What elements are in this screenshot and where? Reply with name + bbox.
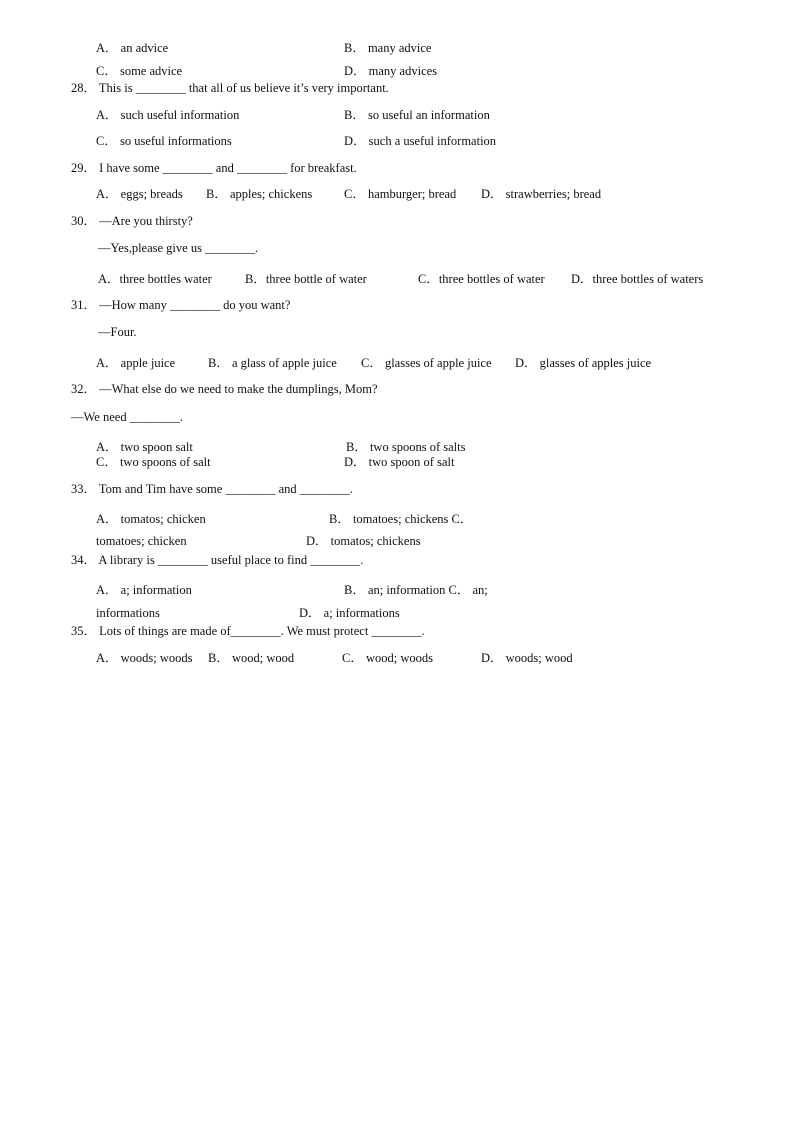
q30-option-c: C．three bottles of water (418, 272, 545, 286)
q31-option-d: D． glasses of apples juice (515, 356, 652, 370)
q32-option-a: A． two spoon salt (96, 440, 193, 454)
q27-option-a: A． an advice (96, 41, 169, 55)
q35-option-c: C． wood; woods (342, 651, 433, 665)
q27-option-c: C． some advice (96, 64, 183, 78)
q31-stem: 31． —How many ________ do you want? (71, 298, 291, 312)
q35-stem: 35． Lots of things are made of________. We must protect ________. (71, 624, 425, 638)
q31-option-c: C． glasses of apple juice (361, 356, 492, 370)
q34-option-d: D． a; informations (299, 606, 400, 620)
q28-option-c: C． so useful informations (96, 134, 232, 148)
q29-option-a: A． eggs; breads (96, 187, 183, 201)
q32-option-c: C． two spoons of salt (96, 455, 211, 469)
q28-option-b: B． so useful an information (344, 108, 490, 122)
q34-option-b: B． an; information C． an; (344, 583, 488, 597)
q33-option-d: D． tomatos; chickens (306, 534, 421, 548)
q31-option-a: A． apple juice (96, 356, 176, 370)
q35-option-d: D． woods; wood (481, 651, 573, 665)
q30-option-d: D．three bottles of waters (571, 272, 704, 286)
q34-stem: 34． A library is ________ useful place to find ________. (71, 553, 364, 567)
q33-option-c: tomatoes; chicken (96, 534, 187, 548)
q28-stem: 28． This is ________ that all of us believe it’s very important. (71, 81, 389, 95)
q28-option-a: A． such useful information (96, 108, 240, 122)
q29-option-c: C． hamburger; bread (344, 187, 457, 201)
q34-option-a: A． a; information (96, 583, 192, 597)
q30-reply: —Yes,please give us ________. (98, 241, 259, 255)
q30-option-b: B．three bottle of water (245, 272, 367, 286)
q32-option-b: B． two spoons of salts (346, 440, 466, 454)
q32-reply: —We need ________. (71, 410, 183, 424)
q29-stem: 29． I have some ________ and ________ for breakfast. (71, 161, 357, 175)
q33-option-a: A． tomatos; chicken (96, 512, 206, 526)
q33-stem: 33． Tom and Tim have some ________ and ________. (71, 482, 353, 496)
q33-option-b: B． tomatoes; chickens C． (329, 512, 473, 526)
q32-stem: 32． —What else do we need to make the dumplings, Mom? (71, 382, 378, 396)
q35-option-a: A． woods; woods (96, 651, 193, 665)
q31-option-b: B． a glass of apple juice (208, 356, 337, 370)
q27-option-d: D． many advices (344, 64, 438, 78)
q29-option-d: D． strawberries; bread (481, 187, 602, 201)
q32-option-d: D． two spoon of salt (344, 455, 455, 469)
q30-stem: 30． —Are you thirsty? (71, 214, 193, 228)
q35-option-b: B． wood; wood (208, 651, 295, 665)
q27-option-b: B． many advice (344, 41, 432, 55)
q29-option-b: B． apples; chickens (206, 187, 313, 201)
q28-option-d: D． such a useful information (344, 134, 497, 148)
q31-reply: —Four. (98, 325, 137, 339)
q30-option-a: A．three bottles water (98, 272, 212, 286)
q34-option-c: informations (96, 606, 160, 620)
